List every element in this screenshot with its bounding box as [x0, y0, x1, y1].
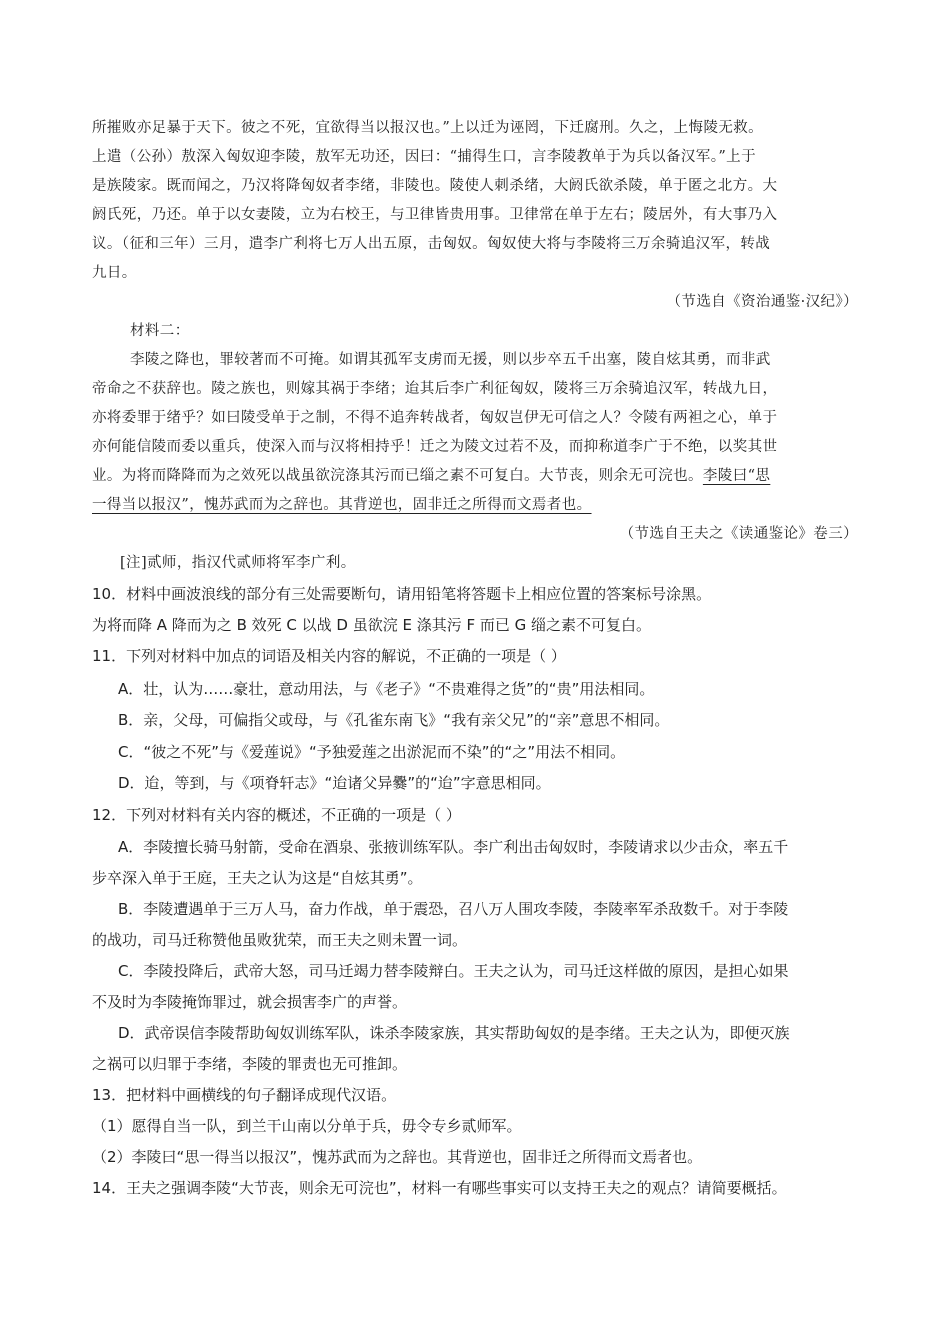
material-one-line-5: 议。（征和三年）三月，遣李广利将七万人出五原，击匈奴。匈奴使大将与李陵将三万余骑追汉军，转战 [92, 236, 771, 252]
question-12-option-a-line-1: A．李陵擅长骑马射箭，受命在酒泉、张掖训练军队。李广利出击匈奴时，李陵请求以少击众，率五千 [118, 838, 789, 856]
material-two-line-3: 亦将委罪于绪乎？如曰陵受单于之制，不得不追奔转战者，匈奴岂伊无可信之人？令陵有两袒之心，单于 [92, 410, 778, 426]
material-two-note: [注]贰师，指汉代贰师将军李广利。 [120, 555, 356, 571]
question-12-stem: 12．下列对材料有关内容的概述，不正确的一项是（ ） [92, 806, 461, 824]
material-one-line-3: 是族陵家。既而闻之，乃汉将降匈奴者李绪，非陵也。陵使人刺杀绪，大阏氏欲杀陵，单于匿之北方。大 [92, 178, 778, 194]
question-12-option-d-line-1: D．武帝误信李陵帮助匈奴训练军队，诛杀李陵家族，其实帮助匈奴的是李绪。王夫之认为，即便灭族 [118, 1024, 790, 1042]
question-10-stem: 10．材料中画波浪线的部分有三处需要断句，请用铅笔将答题卡上相应位置的答案标号涂黑。 [92, 585, 712, 603]
material-one-line-1: 所摧败亦足暴于天下。彼之不死，宜欲得当以报汉也。”上以迁为诬罔，下迁腐刑。久之，上悔陵无救。 [92, 120, 764, 136]
question-12-option-b-line-1: B．李陵遭遇单于三万人马，奋力作战，单于震恐，召八万人围攻李陵，李陵率军杀敌数千。对于李陵 [118, 900, 789, 918]
question-14-stem: 14．王夫之强调李陵“大节丧，则余无可浣也”，材料一有哪些事实可以支持王夫之的观点？请简要概括。 [92, 1179, 787, 1197]
material-two-line-2: 帝命之不获辞也。陵之族也，则嫁其祸于李绪；迨其后李广利征匈奴，陵将三万余骑追汉军，转战九日， [92, 381, 778, 397]
question-11-option-c: C．“彼之不死”与《爱莲说》“予独爱莲之出淤泥而不染”的“之”用法不相同。 [118, 743, 626, 761]
material-one-line-6: 九日。 [92, 265, 137, 281]
material-two-line-5-text: 业。为将而降降而为之效死以战虽欲浣涤其污而已缁之素不可复白。大节丧，则余无可浣也。 [92, 468, 703, 484]
material-two-source: （节选自王夫之《读通鉴论》卷三） [619, 526, 858, 542]
material-one-line-2: 上遣（公孙）敖深入匈奴迎李陵，敖军无功还，因曰：“捕得生口，言李陵教单于为兵以备汉军。”上于 [92, 149, 756, 165]
question-11-option-d: D．迨，等到，与《项脊轩志》“迨诸父异爨”的“迨”字意思相同。 [118, 774, 551, 792]
material-one-source: （节选自《资治通鉴·汉纪》） [666, 294, 858, 310]
question-12-option-c-line-1: C．李陵投降后，武帝大怒，司马迁竭力替李陵辩白。王夫之认为，司马迁这样做的原因，是担心如果 [118, 962, 789, 980]
question-10-options: 为将而降 A 降而为之 B 效死 C 以战 D 虽欲浣 E 涤其污 F 而已 G 缁之素不可复白。 [92, 616, 652, 634]
material-two-line-1: 李陵之降也，罪较著而不可掩。如谓其孤军支虏而无援，则以步卒五千出塞，陵自炫其勇，而非武 [130, 352, 771, 368]
material-two-line-4: 亦何能信陵而委以重兵，使深入而与汉将相持乎！迁之为陵文过若不及，而抑称道李广于不绝，以奖其世 [92, 439, 778, 455]
question-12-option-a-line-2: 步卒深入单于王庭，王夫之认为这是“自炫其勇”。 [92, 869, 423, 887]
underlined-sentence-start: 李陵曰“思 [702, 468, 771, 484]
question-12-option-c-line-2: 不及时为李陵掩饰罪过，就会损害李广的声誉。 [92, 993, 408, 1011]
question-13-stem: 13．把材料中画横线的句子翻译成现代汉语。 [92, 1086, 397, 1104]
material-two-heading: 材料二： [130, 323, 190, 339]
question-11-option-b: B．亲，父母，可偏指父或母，与《孔雀东南飞》“我有亲父兄”的“亲”意思不相同。 [118, 711, 670, 729]
question-13-item-2: （2）李陵曰“思一得当以报汉”，愧苏武而为之辞也。其背逆也，固非迁之所得而文焉者也。 [92, 1148, 703, 1166]
underlined-sentence-end: 一得当以报汉”，愧苏武而为之辞也。其背逆也，固非迁之所得而文焉者也。 [92, 497, 592, 513]
material-two-line-5 [92, 466, 770, 486]
question-12-option-d-line-2: 之祸可以归罪于李绪，李陵的罪责也无可推卸。 [92, 1055, 408, 1073]
question-13-item-1: （1）愿得自当一队，到兰干山南以分单于兵，毋令专乡贰师军。 [92, 1117, 522, 1135]
question-12-option-b-line-2: 的战功，司马迁称赞他虽败犹荣，而王夫之则未置一词。 [92, 931, 468, 949]
material-one-line-4: 阏氏死，乃还。单于以女妻陵，立为右校王，与卫律皆贵用事。卫律常在单于左右；陵居外，有大事乃入 [92, 207, 778, 223]
question-11-option-a: A．壮，认为……豪壮，意动用法，与《老子》“不贵难得之货”的“贵”用法相同。 [118, 680, 655, 698]
question-11-stem: 11．下列对材料中加点的词语及相关内容的解说，不正确的一项是（ ） [92, 647, 566, 665]
